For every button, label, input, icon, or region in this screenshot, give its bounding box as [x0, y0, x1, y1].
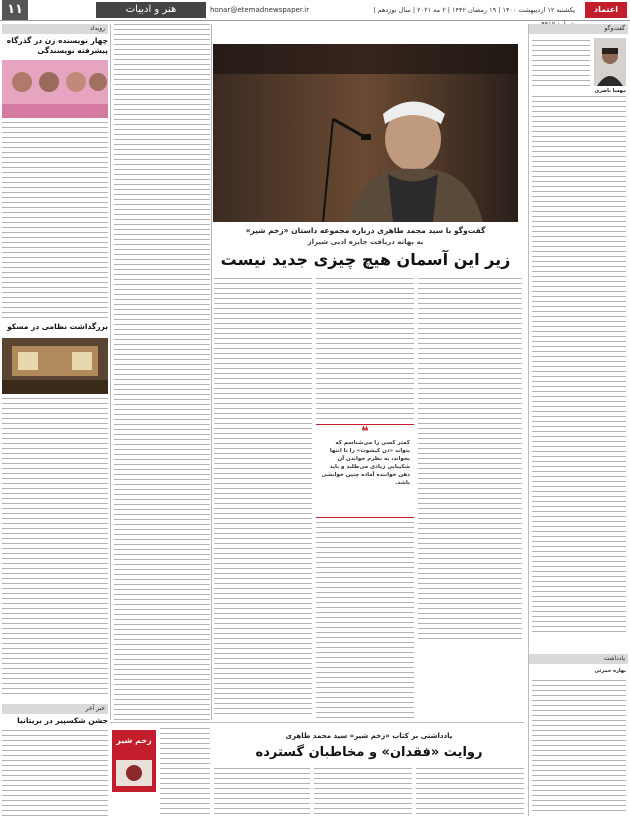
library-photo-icon: [2, 338, 108, 394]
bottom-body-col-1: [416, 768, 524, 816]
section-title: هنر و ادبیات: [96, 2, 206, 18]
bottom-body-col-2: [314, 768, 412, 816]
main-subhead: به بهانه دریافت جایزه ادبی شیراز: [307, 238, 424, 246]
story1-body: [2, 122, 108, 318]
main-body-col-3: [214, 278, 312, 718]
last-news-label: خبر آخر: [2, 704, 108, 714]
interview-intro-text: [532, 40, 590, 88]
news-section-label: رویداد: [2, 24, 108, 34]
book-cover: [112, 730, 156, 792]
section-email: honar@etemadnewspaper.ir: [210, 6, 310, 14]
bottom-kicker: یادداشتی بر کتاب «زخم شیر» سید محمد طاهری: [285, 732, 453, 740]
middle-column-divider: [211, 24, 212, 720]
left-column-divider: [110, 24, 111, 720]
main-kicker: گفت‌وگو با سید محمد طاهری درباره مجموعه داستان «زخم شیر»: [245, 226, 486, 235]
interview-body-text: [532, 96, 626, 636]
story2-photo: [2, 338, 108, 394]
bottom-body-col-4: [160, 728, 210, 816]
main-body-col-2b: [316, 522, 414, 718]
book-title: زخم شیر: [116, 736, 152, 745]
speaker-photo-icon: [213, 44, 518, 222]
middle-body-text: [114, 24, 210, 720]
bottom-body-col-3: [214, 768, 310, 816]
note-section-label: یادداشت: [528, 654, 628, 664]
newspaper-logo: اعتماد: [585, 2, 627, 18]
main-photo: [213, 44, 518, 222]
main-body-col-2a: [316, 278, 414, 420]
note-author: بهاره حمزئی: [594, 668, 626, 674]
note-body-text: [532, 680, 626, 815]
story1-photo: [2, 60, 108, 118]
author-photo: [594, 38, 626, 86]
author-name: مهسا ناصری: [594, 88, 626, 94]
bottom-headline: روایت «فقدان» و مخاطبان گسترده: [255, 745, 483, 760]
story2-body: [2, 398, 108, 698]
author-portrait-icon: [594, 38, 626, 86]
story3-headline: جشن شکسپیر در بریتانیا: [17, 716, 108, 725]
bottom-divider: [110, 722, 524, 723]
interview-section-label: گفت‌وگو: [528, 24, 628, 34]
main-headline: زیر این آسمان هیچ چیزی جدید نیست: [220, 250, 511, 269]
quote-mark-icon: ❝: [361, 424, 369, 440]
page-number: ۱۱: [2, 0, 28, 20]
writers-photo-icon: [2, 60, 108, 118]
pull-quote-text: کمتر کسی را می‌شناسم که بتواند «دن کیشوت» را تا انتها بخواند، به نظرم خواندن آن شکیبایی زیادی می‌طلبد و باید ذهن خواننده آماده چنین خوانشی باشد.: [321, 440, 410, 486]
pull-quote-box: [316, 424, 414, 518]
main-body-col-1: [418, 278, 522, 640]
story1-headline: چهار نویسنده زن در گذرگاه پیشرفته نویسندگی: [6, 36, 108, 55]
dateline: یکشنبه ۱۲ اردیبهشت ۱۴۰۰ | ۱۹ رمضان ۱۴۴۲ | ۲ مه ۲۰۲۱ | سال نوزدهم |: [373, 6, 575, 14]
story2-headline: بزرگداشت نظامی در مسکو: [7, 322, 108, 331]
column-divider: [528, 24, 529, 816]
story3-body: [2, 730, 108, 816]
